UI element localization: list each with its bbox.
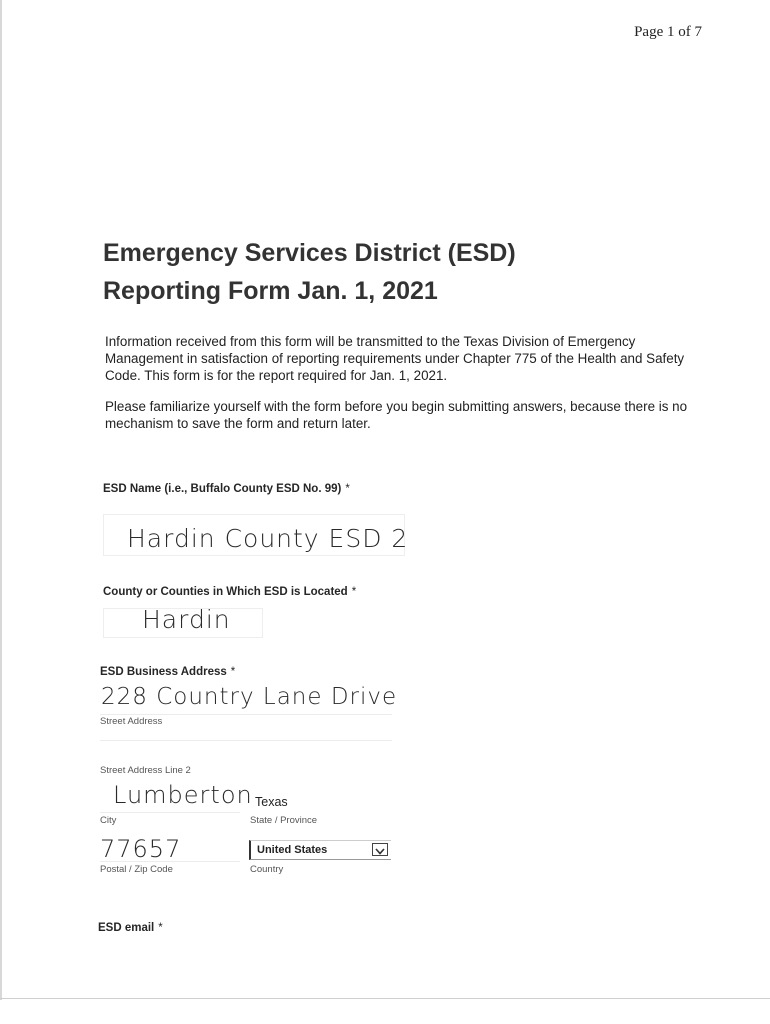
country-select-value: United States xyxy=(257,844,328,856)
esd-name-value: Hardin County ESD 2 xyxy=(127,524,409,553)
country-select[interactable] xyxy=(249,840,391,860)
esd-name-label-text: ESD Name (i.e., Buffalo County ESD No. 99) xyxy=(103,483,342,495)
street-address-line2-sublabel: Street Address Line 2 xyxy=(100,765,191,776)
required-marker: * xyxy=(351,586,357,598)
county-value: Hardin xyxy=(142,605,231,634)
form-title-line1: Emergency Services District (ESD) xyxy=(103,239,516,267)
county-label xyxy=(103,586,356,598)
form-title-line2: Reporting Form Jan. 1, 2021 xyxy=(103,277,438,305)
page-number: Page 1 of 7 xyxy=(634,24,702,40)
required-marker: * xyxy=(158,922,163,934)
state-sublabel: State / Province xyxy=(250,815,318,826)
email-label-text: ESD email xyxy=(98,922,155,934)
intro-paragraph-1: Information received from this form will be transmitted to the Texas Division of Emergency Management in satisfaction of reporting requirements under Chapter 775 of the Health and Safety Code. This form is for the report required for Jan. 1, 2021. xyxy=(105,334,685,383)
city-value: Lumberton xyxy=(113,781,253,809)
form-title xyxy=(103,234,516,310)
street-address-value: 228 Country Lane Drive xyxy=(101,684,398,710)
street-address-sublabel: Street Address xyxy=(100,716,163,727)
intro-paragraph-2: Please familiarize yourself with the form before you begin submitting answers, because there is no mechanism to save the form and return later. xyxy=(105,399,688,431)
page-bottom-rule xyxy=(0,998,770,999)
state-value[interactable]: Texas xyxy=(255,795,288,809)
chevron-down-icon[interactable] xyxy=(372,843,388,856)
zip-sublabel: Postal / Zip Code xyxy=(100,864,173,875)
county-label-text: County or Counties in Which ESD is Located xyxy=(103,586,348,598)
city-field[interactable] xyxy=(100,812,240,813)
street-address-field[interactable] xyxy=(100,714,392,715)
city-sublabel: City xyxy=(100,815,117,826)
zip-value: 77657 xyxy=(100,835,182,863)
country-sublabel: Country xyxy=(250,864,284,875)
street-address-line2-field[interactable] xyxy=(100,740,392,741)
address-label-text: ESD Business Address xyxy=(100,666,227,678)
esd-name-label xyxy=(103,483,350,495)
required-marker: * xyxy=(230,666,236,678)
required-marker: * xyxy=(345,483,350,495)
scan-edge xyxy=(0,0,2,1000)
address-label xyxy=(100,666,235,678)
email-label xyxy=(98,922,163,934)
